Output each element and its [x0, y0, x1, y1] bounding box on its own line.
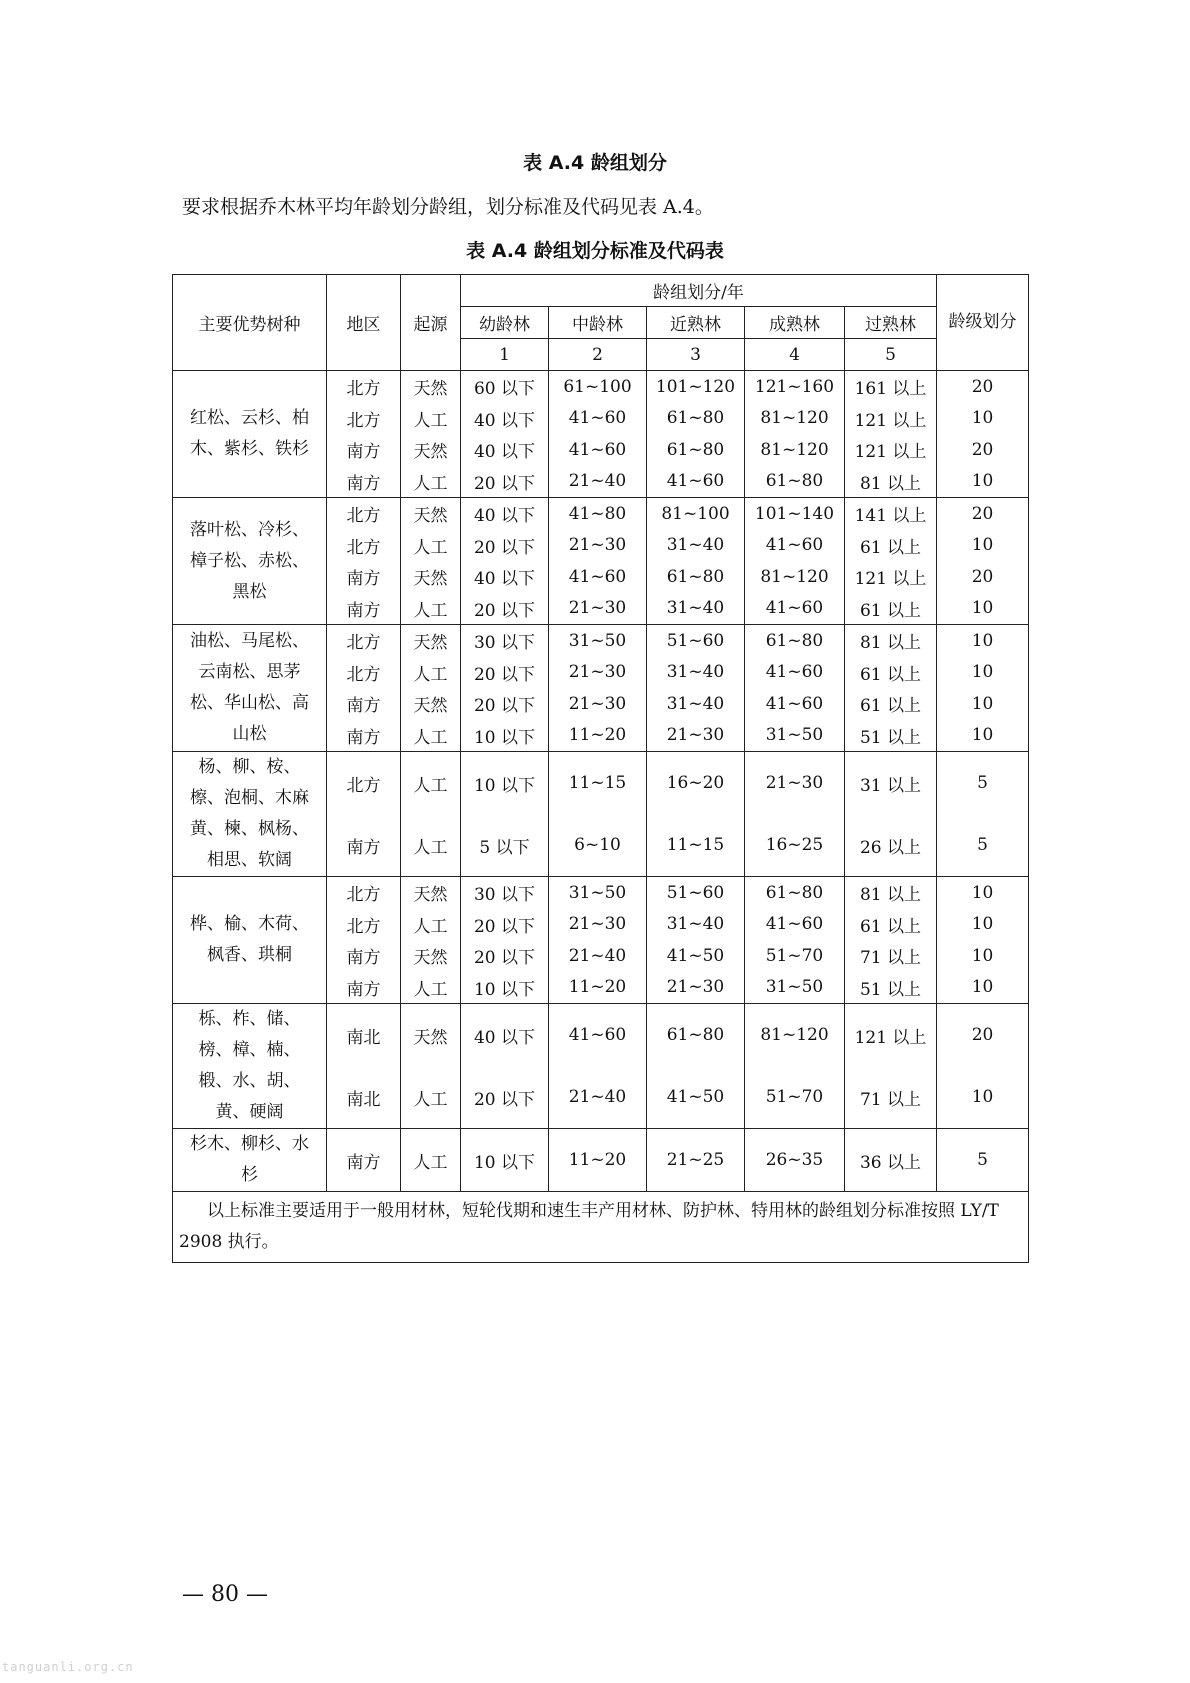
middle-value-cell: 31~50 — [549, 625, 647, 657]
age-class-cell: 5 — [937, 1129, 1029, 1192]
header-origin: 起源 — [401, 275, 461, 371]
mature-value-cell: 41~60 — [745, 688, 845, 720]
over-mature-value-cell: 61 以上 — [845, 688, 937, 720]
young-value-cell: 40 以下 — [461, 561, 549, 593]
mature-value-cell: 41~60 — [745, 530, 845, 562]
mature-value-cell: 81~120 — [745, 403, 845, 435]
mature-value-cell: 26~35 — [745, 1129, 845, 1192]
age-class-cell: 20 — [937, 371, 1029, 403]
middle-value-cell: 11~20 — [549, 972, 647, 1004]
table-row — [173, 498, 1029, 530]
age-class-cell: 5 — [937, 814, 1029, 877]
origin-cell: 人工 — [401, 909, 461, 941]
near-mature-value-cell: 31~40 — [647, 530, 745, 562]
table-row — [173, 371, 1029, 403]
species-cell: 红松、云杉、柏木、紫杉、铁杉 — [173, 371, 327, 498]
mature-value-cell: 61~80 — [745, 625, 845, 657]
over-mature-value-cell: 161 以上 — [845, 371, 937, 403]
young-value-cell: 20 以下 — [461, 688, 549, 720]
age-class-cell: 5 — [937, 752, 1029, 815]
young-value-cell: 20 以下 — [461, 530, 549, 562]
mature-value-cell: 81~120 — [745, 434, 845, 466]
region-cell: 北方 — [327, 498, 401, 530]
origin-cell: 人工 — [401, 657, 461, 689]
age-class-cell: 10 — [937, 530, 1029, 562]
origin-cell: 人工 — [401, 1066, 461, 1129]
region-cell: 南方 — [327, 972, 401, 1004]
mature-value-cell: 41~60 — [745, 909, 845, 941]
age-class-cell: 20 — [937, 1004, 1029, 1067]
young-value-cell: 20 以下 — [461, 593, 549, 625]
over-mature-value-cell: 61 以上 — [845, 657, 937, 689]
header-code: 1 — [461, 339, 549, 371]
region-cell: 北方 — [327, 909, 401, 941]
region-cell: 南方 — [327, 561, 401, 593]
mature-value-cell: 31~50 — [745, 720, 845, 752]
mature-value-cell: 81~120 — [745, 1004, 845, 1067]
near-mature-value-cell: 11~15 — [647, 814, 745, 877]
middle-value-cell: 41~60 — [549, 403, 647, 435]
middle-value-cell: 21~30 — [549, 593, 647, 625]
page-number: — 80 — — [182, 1582, 268, 1607]
region-cell: 南北 — [327, 1004, 401, 1067]
table-note-row — [173, 1192, 1029, 1263]
young-value-cell: 10 以下 — [461, 752, 549, 815]
over-mature-value-cell: 121 以上 — [845, 1004, 937, 1067]
mature-value-cell: 61~80 — [745, 877, 845, 909]
age-class-cell: 10 — [937, 466, 1029, 498]
over-mature-value-cell: 36 以上 — [845, 1129, 937, 1192]
young-value-cell: 60 以下 — [461, 371, 549, 403]
origin-cell: 天然 — [401, 877, 461, 909]
mature-value-cell: 61~80 — [745, 466, 845, 498]
middle-value-cell: 61~100 — [549, 371, 647, 403]
age-class-cell: 10 — [937, 593, 1029, 625]
header-code: 2 — [549, 339, 647, 371]
over-mature-value-cell: 61 以上 — [845, 909, 937, 941]
over-mature-value-cell: 51 以上 — [845, 972, 937, 1004]
middle-value-cell: 21~30 — [549, 688, 647, 720]
origin-cell: 天然 — [401, 1004, 461, 1067]
middle-value-cell: 41~60 — [549, 1004, 647, 1067]
intro-paragraph: 要求根据乔木林平均年龄划分龄组，划分标准及代码见表 A.4。 — [182, 196, 714, 218]
region-cell: 南方 — [327, 940, 401, 972]
near-mature-value-cell: 51~60 — [647, 625, 745, 657]
region-cell: 南方 — [327, 466, 401, 498]
near-mature-value-cell: 51~60 — [647, 877, 745, 909]
age-class-cell: 20 — [937, 434, 1029, 466]
mature-value-cell: 51~70 — [745, 940, 845, 972]
region-cell: 北方 — [327, 877, 401, 909]
region-cell: 南方 — [327, 1129, 401, 1192]
young-value-cell: 10 以下 — [461, 720, 549, 752]
species-cell: 杨、柳、桉、檫、泡桐、木麻黄、楝、枫杨、相思、软阔 — [173, 752, 327, 877]
mature-value-cell: 41~60 — [745, 593, 845, 625]
near-mature-value-cell: 31~40 — [647, 688, 745, 720]
middle-value-cell: 41~80 — [549, 498, 647, 530]
mature-value-cell: 81~120 — [745, 561, 845, 593]
region-cell: 南方 — [327, 593, 401, 625]
near-mature-value-cell: 61~80 — [647, 561, 745, 593]
age-class-cell: 20 — [937, 498, 1029, 530]
near-mature-value-cell: 31~40 — [647, 593, 745, 625]
over-mature-value-cell: 26 以上 — [845, 814, 937, 877]
age-group-table — [172, 274, 1029, 1263]
near-mature-value-cell: 31~40 — [647, 657, 745, 689]
origin-cell: 天然 — [401, 625, 461, 657]
young-value-cell: 5 以下 — [461, 814, 549, 877]
origin-cell: 人工 — [401, 530, 461, 562]
region-cell: 南方 — [327, 720, 401, 752]
header-group-near-mature: 近熟林 — [647, 307, 745, 339]
over-mature-value-cell: 121 以上 — [845, 403, 937, 435]
header-group-young: 幼龄林 — [461, 307, 549, 339]
watermark: tanguanli.org.cn — [2, 1660, 134, 1674]
mature-value-cell: 121~160 — [745, 371, 845, 403]
young-value-cell: 40 以下 — [461, 403, 549, 435]
table-row — [173, 1129, 1029, 1192]
species-cell: 栎、柞、储、榜、樟、楠、椴、水、胡、黄、硬阔 — [173, 1004, 327, 1129]
age-class-cell: 10 — [937, 720, 1029, 752]
young-value-cell: 40 以下 — [461, 434, 549, 466]
near-mature-value-cell: 41~60 — [647, 466, 745, 498]
mature-value-cell: 31~50 — [745, 972, 845, 1004]
middle-value-cell: 11~15 — [549, 752, 647, 815]
young-value-cell: 20 以下 — [461, 940, 549, 972]
origin-cell: 天然 — [401, 688, 461, 720]
middle-value-cell: 21~40 — [549, 940, 647, 972]
middle-value-cell: 41~60 — [549, 434, 647, 466]
region-cell: 北方 — [327, 403, 401, 435]
origin-cell: 人工 — [401, 403, 461, 435]
region-cell: 北方 — [327, 752, 401, 815]
near-mature-value-cell: 41~50 — [647, 940, 745, 972]
young-value-cell: 40 以下 — [461, 498, 549, 530]
table-row — [173, 1004, 1029, 1067]
section-title: 表 A.4 龄组划分 — [523, 152, 667, 174]
header-code: 5 — [845, 339, 937, 371]
origin-cell: 人工 — [401, 593, 461, 625]
over-mature-value-cell: 81 以上 — [845, 466, 937, 498]
young-value-cell: 40 以下 — [461, 1004, 549, 1067]
mature-value-cell: 21~30 — [745, 752, 845, 815]
origin-cell: 天然 — [401, 940, 461, 972]
table-title: 表 A.4 龄组划分标准及代码表 — [466, 240, 724, 262]
over-mature-value-cell: 81 以上 — [845, 877, 937, 909]
age-class-cell: 10 — [937, 972, 1029, 1004]
region-cell: 北方 — [327, 371, 401, 403]
near-mature-value-cell: 31~40 — [647, 909, 745, 941]
origin-cell: 人工 — [401, 466, 461, 498]
species-cell: 桦、榆、木荷、枫香、珙桐 — [173, 877, 327, 1004]
age-class-cell: 10 — [937, 403, 1029, 435]
origin-cell: 天然 — [401, 434, 461, 466]
middle-value-cell: 31~50 — [549, 877, 647, 909]
origin-cell: 天然 — [401, 371, 461, 403]
header-code: 3 — [647, 339, 745, 371]
origin-cell: 人工 — [401, 752, 461, 815]
origin-cell: 人工 — [401, 720, 461, 752]
region-cell: 南方 — [327, 434, 401, 466]
age-class-cell: 10 — [937, 688, 1029, 720]
middle-value-cell: 21~30 — [549, 530, 647, 562]
age-class-cell: 10 — [937, 940, 1029, 972]
region-cell: 南方 — [327, 688, 401, 720]
header-region: 地区 — [327, 275, 401, 371]
young-value-cell: 20 以下 — [461, 466, 549, 498]
region-cell: 北方 — [327, 657, 401, 689]
table-row — [173, 877, 1029, 909]
young-value-cell: 30 以下 — [461, 625, 549, 657]
header-species: 主要优势树种 — [173, 275, 327, 371]
origin-cell: 人工 — [401, 972, 461, 1004]
age-class-cell: 10 — [937, 877, 1029, 909]
header-group-over-mature: 过熟林 — [845, 307, 937, 339]
young-value-cell: 20 以下 — [461, 1066, 549, 1129]
header-age-class: 龄级划分 — [937, 275, 1029, 371]
header-code: 4 — [745, 339, 845, 371]
age-class-cell: 10 — [937, 1066, 1029, 1129]
age-class-cell: 10 — [937, 657, 1029, 689]
near-mature-value-cell: 21~30 — [647, 972, 745, 1004]
origin-cell: 人工 — [401, 814, 461, 877]
middle-value-cell: 21~40 — [549, 466, 647, 498]
middle-value-cell: 21~40 — [549, 1066, 647, 1129]
age-class-cell: 20 — [937, 561, 1029, 593]
over-mature-value-cell: 61 以上 — [845, 530, 937, 562]
near-mature-value-cell: 61~80 — [647, 1004, 745, 1067]
near-mature-value-cell: 61~80 — [647, 403, 745, 435]
header-age-group: 龄组划分/年 — [461, 275, 937, 307]
origin-cell: 人工 — [401, 1129, 461, 1192]
young-value-cell: 20 以下 — [461, 657, 549, 689]
table-row — [173, 752, 1029, 815]
over-mature-value-cell: 31 以上 — [845, 752, 937, 815]
region-cell: 南北 — [327, 1066, 401, 1129]
origin-cell: 天然 — [401, 498, 461, 530]
origin-cell: 天然 — [401, 561, 461, 593]
header-group-middle: 中龄林 — [549, 307, 647, 339]
near-mature-value-cell: 81~100 — [647, 498, 745, 530]
over-mature-value-cell: 61 以上 — [845, 593, 937, 625]
region-cell: 北方 — [327, 625, 401, 657]
young-value-cell: 10 以下 — [461, 972, 549, 1004]
middle-value-cell: 6~10 — [549, 814, 647, 877]
mature-value-cell: 41~60 — [745, 657, 845, 689]
near-mature-value-cell: 21~30 — [647, 720, 745, 752]
young-value-cell: 20 以下 — [461, 909, 549, 941]
middle-value-cell: 41~60 — [549, 561, 647, 593]
age-class-cell: 10 — [937, 625, 1029, 657]
header-group-mature: 成熟林 — [745, 307, 845, 339]
mature-value-cell: 101~140 — [745, 498, 845, 530]
over-mature-value-cell: 51 以上 — [845, 720, 937, 752]
region-cell: 北方 — [327, 530, 401, 562]
near-mature-value-cell: 61~80 — [647, 434, 745, 466]
species-cell: 落叶松、冷杉、樟子松、赤松、黑松 — [173, 498, 327, 625]
middle-value-cell: 11~20 — [549, 720, 647, 752]
mature-value-cell: 16~25 — [745, 814, 845, 877]
over-mature-value-cell: 71 以上 — [845, 1066, 937, 1129]
near-mature-value-cell: 101~120 — [647, 371, 745, 403]
over-mature-value-cell: 121 以上 — [845, 561, 937, 593]
near-mature-value-cell: 21~25 — [647, 1129, 745, 1192]
near-mature-value-cell: 16~20 — [647, 752, 745, 815]
over-mature-value-cell: 121 以上 — [845, 434, 937, 466]
middle-value-cell: 21~30 — [549, 657, 647, 689]
age-class-cell: 10 — [937, 909, 1029, 941]
over-mature-value-cell: 71 以上 — [845, 940, 937, 972]
over-mature-value-cell: 81 以上 — [845, 625, 937, 657]
table-note: 以上标准主要适用于一般用材林，短轮伐期和速生丰产用材林、防护林、特用林的龄组划分标准按照 LY/T 2908 执行。 — [173, 1192, 1029, 1263]
species-cell: 油松、马尾松、云南松、思茅松、华山松、高山松 — [173, 625, 327, 752]
young-value-cell: 30 以下 — [461, 877, 549, 909]
table-row — [173, 625, 1029, 657]
young-value-cell: 10 以下 — [461, 1129, 549, 1192]
mature-value-cell: 51~70 — [745, 1066, 845, 1129]
species-cell: 杉木、柳杉、水杉 — [173, 1129, 327, 1192]
region-cell: 南方 — [327, 814, 401, 877]
middle-value-cell: 21~30 — [549, 909, 647, 941]
near-mature-value-cell: 41~50 — [647, 1066, 745, 1129]
middle-value-cell: 11~20 — [549, 1129, 647, 1192]
over-mature-value-cell: 141 以上 — [845, 498, 937, 530]
